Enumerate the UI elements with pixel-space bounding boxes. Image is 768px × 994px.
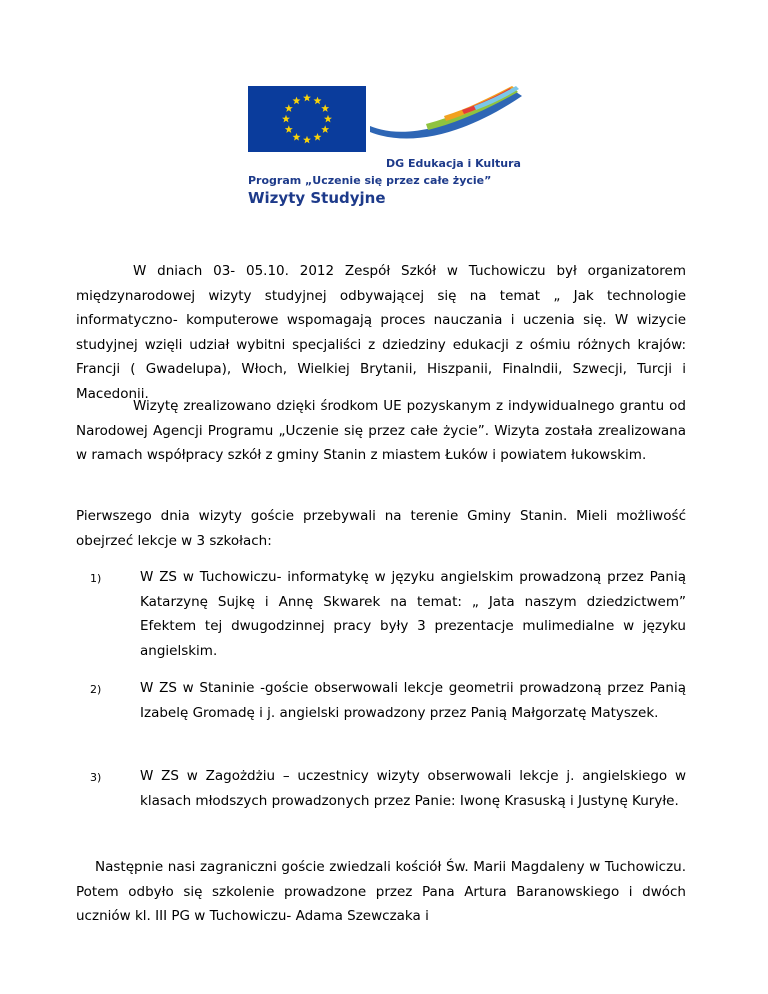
list-item (76, 565, 686, 663)
eu-flag-icon (248, 86, 366, 152)
list-item-text: W ZS w Staninie -goście obserwowali lekcje geometrii prowadzoną przez Panią Izabelę Gromadę i j. angielski prowadzony przez Panią Małgorzatę Matyszek. (140, 680, 686, 721)
logo-wizyty-text: Wizyty Studyjne (248, 189, 386, 207)
list-number: 1) (90, 572, 102, 585)
logo-dg-text: DG Edukacja i Kultura (386, 157, 521, 170)
list-item (76, 764, 686, 813)
lifelong-learning-swoosh-icon (366, 86, 526, 152)
list-number: 3) (90, 771, 102, 784)
program-logo (248, 86, 548, 207)
paragraph-intro: W dniach 03- 05.10. 2012 Zespół Szkół w Tuchowiczu był organizatorem międzynarodowej wizyty studyjnej odbywającej się na temat „ Jak technologie informatyczno- komputerowe wspomagają proces nauczania i uczenia się. W wizycie studyjnej wzięli udział wybitni specjaliści z dziedziny edukacji z ośmiu różnych krajów: Francji ( Gwadelupa), Włoch, Wielkiej Brytanii, Hiszpanii, Finalndii, Szwecji, Turcji i Macedonii. (76, 263, 686, 402)
list-number: 2) (90, 683, 102, 696)
paragraph-sightseeing: Następnie nasi zagraniczni goście zwiedzali kościół Św. Marii Magdaleny w Tuchowiczu. Potem odbyło się szkolenie prowadzone przez Pana Artura Baranowskiego i dwóch uczniów kl. III PG w Tuchowiczu- Adama Szewczaka i (76, 859, 686, 924)
list-item (76, 676, 686, 725)
paragraph-funding: Wizytę zrealizowano dzięki środkom UE pozyskanym z indywidualnego grantu od Narodowej Agencji Programu „Uczenie się przez całe życie”. Wizyta została zrealizowana w ramach współpracy szkół z gminy Stanin z miastem Łuków i powiatem łukowskim. (76, 398, 686, 463)
paragraph-first-day: Pierwszego dnia wizyty goście przebywali na terenie Gminy Stanin. Mieli możliwość obejrzeć lekcje w 3 szkołach: (76, 508, 686, 549)
list-item-text: W ZS w Zagożdżiu – uczestnicy wizyty obserwowali lekcje j. angielskiego w klasach młodszych prowadzonych przez Panie: Iwonę Krasuską i Justynę Kuryłe. (140, 768, 686, 809)
list-item-text: W ZS w Tuchowiczu- informatykę w języku angielskim prowadzoną przez Panią Katarzynę Sujkę i Annę Skwarek na temat: „ Jata naszym dziedzictwem” Efektem tej dwugodzinnej pracy były 3 prezentacje mulimedialne w języku angielskim. (140, 569, 686, 659)
logo-program-text: Program „Uczenie się przez całe życie” (248, 174, 492, 187)
